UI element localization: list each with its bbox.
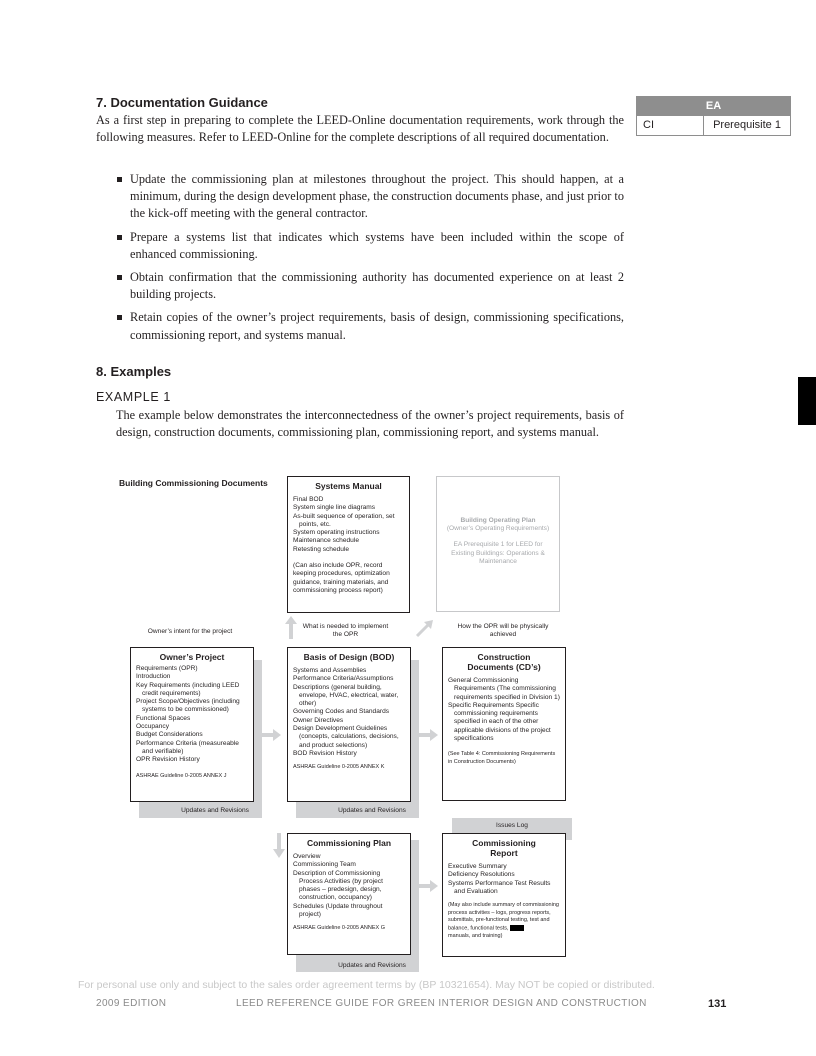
list-item: Project Scope/Objectives (including systems to be commissioned) — [136, 698, 240, 714]
list-item: Prepare a systems list that indicates which systems have been included within the scope of enhanced commissioning. — [116, 229, 624, 263]
arrow-up-icon — [283, 614, 299, 640]
commissioning-report-note — [448, 902, 560, 940]
list-item: Maintenance schedule — [293, 537, 359, 545]
list-item: Retain copies of the owner’s project requirements, basis of design, commissioning specifications, commissioning report, and systems manual. — [116, 309, 624, 343]
basis-of-design-title: Basis of Design (BOD) — [303, 652, 395, 662]
list-item: Performance Criteria/Assumptions — [293, 675, 394, 683]
basis-of-design-ref: ASHRAE Guideline 0-2005 ANNEX K — [293, 764, 385, 771]
example-label: EXAMPLE 1 — [96, 390, 171, 404]
list-item: Occupancy — [136, 723, 169, 731]
commissioning-report-title: Commissioning Report — [472, 838, 536, 858]
redaction-mark — [510, 925, 524, 931]
list-item: Introduction — [136, 673, 171, 681]
construction-documents-box — [442, 647, 566, 801]
watermark-text: For personal use only and subject to the sales order agreement terms by (BP 10321654). May NOT be copied or distributed. — [78, 979, 655, 991]
section-8-heading: 8. Examples — [96, 364, 172, 379]
list-item: General Commissioning Requirements (The commissioning requirements specified in Division 1) — [448, 677, 560, 701]
building-operating-plan-note: EA Prerequisite 1 for LEED for Existing Buildings: Operations & Maintenance — [451, 541, 545, 565]
systems-manual-title: Systems Manual — [315, 481, 382, 491]
list-item: System single line diagrams — [293, 504, 376, 512]
list-item: Descriptions (general building, envelope, HVAC, electrical, water, other) — [293, 683, 399, 708]
list-item: Executive Summary — [448, 863, 507, 870]
list-item: Retesting schedule — [293, 545, 350, 553]
commissioning-plan-box — [287, 833, 411, 955]
diagram-title: Building Commissioning Documents — [119, 478, 268, 488]
page-number: 131 — [708, 998, 727, 1010]
example-text: The example below demonstrates the interconnectedness of the owner’s project requirements, basis of design, construction documents, commissioning plan, commissioning report, and systems manual. — [116, 408, 624, 440]
arrow-diagonal-icon — [414, 618, 436, 638]
owners-project-box — [130, 647, 254, 802]
list-item: Obtain confirmation that the commissioning authority has documented experience on at least 2 building projects. — [116, 269, 624, 303]
owners-project-subtitle: Requirements (OPR) — [136, 665, 198, 672]
caption-how-achieved: How the OPR will be physically achieved — [457, 623, 549, 638]
list-item: Key Requirements (including LEED credit requirements) — [136, 681, 240, 697]
basis-of-design-box — [287, 647, 411, 802]
arrow-right-icon — [417, 879, 439, 893]
list-item: OPR Revision History — [136, 756, 200, 764]
commissioning-plan-title: Commissioning Plan — [306, 838, 392, 848]
list-item: Deficiency Resolutions — [448, 871, 515, 879]
section-7-heading: 7. Documentation Guidance — [96, 95, 268, 110]
owners-project-ref: ASHRAE Guideline 0-2005 ANNEX J — [136, 772, 227, 779]
note-text: (May also include summary of commissioning process activities – logs, progress reports, submittals, pre-functional testing, test and balance, functional tests, — [448, 902, 559, 932]
credit-name: Prerequisite 1 — [713, 119, 781, 131]
issues-log-label: Issues Log — [496, 822, 528, 829]
owners-project-title: Owner’s Project — [159, 652, 225, 662]
footer-guide-title: LEED REFERENCE GUIDE FOR GREEN INTERIOR DESIGN AND CONSTRUCTION — [236, 998, 647, 1009]
list-item: Commissioning Team — [293, 861, 356, 869]
credit-category: EA — [636, 96, 791, 116]
list-item: Schedules (Update throughout project) — [293, 902, 383, 919]
list-item: Owner Directives — [293, 716, 344, 724]
section-7-intro: As a first step in preparing to complete the LEED-Online documentation requirements, work through the following measures. Refer to LEED-Online for the complete descriptions of all required documentation. — [96, 113, 624, 145]
list-item: As-built sequence of operation, set points, etc. — [293, 512, 395, 528]
arrow-right-icon — [417, 728, 439, 742]
construction-documents-note: (See Table 4: Commissioning Requirements in Construction Documents) — [448, 751, 556, 765]
footer-edition: 2009 EDITION — [96, 998, 167, 1009]
rating-system: CI — [637, 116, 704, 135]
list-item: Budget Considerations — [136, 731, 203, 739]
list-item: Performance Criteria (measureable and verifiable) — [136, 739, 239, 755]
list-item: Systems and Assemblies — [293, 667, 367, 674]
building-operating-plan-title: Building Operating Plan — [460, 517, 536, 524]
commissioning-plan-ref: ASHRAE Guideline 0-2005 ANNEX G — [293, 925, 386, 932]
list-item: Overview — [293, 853, 321, 860]
note-text-end: manuals, and training) — [448, 932, 503, 939]
building-operating-plan-box — [436, 476, 560, 612]
systems-manual-note: (Can also include OPR, record keeping procedures, optimization guidance, training materials, and commissioning process report) — [293, 562, 390, 594]
list-item: Final BOD — [293, 496, 324, 503]
list-item: Specific Requirements Specific commissioning requirements specified in each of the other applicable divisions of the project specifications — [448, 701, 551, 743]
updates-revisions-label: Updates and Revisions — [181, 807, 249, 814]
updates-revisions-label: Updates and Revisions — [338, 807, 406, 814]
commissioning-report-box — [442, 833, 566, 957]
list-item: BOD Revision History — [293, 749, 357, 757]
arrow-right-icon — [260, 728, 282, 742]
list-item: Description of Commissioning Process Activities (by project phases – predesign, design, construction, occupancy) — [293, 869, 383, 902]
arrow-down-icon — [271, 832, 287, 860]
list-item: Functional Spaces — [136, 714, 191, 722]
list-item: System operating instructions — [293, 529, 380, 537]
list-item: Governing Codes and Standards — [293, 708, 390, 716]
construction-documents-title: Construction Documents (CD’s) — [467, 652, 541, 672]
systems-manual-box — [287, 476, 410, 613]
list-item: Update the commissioning plan at milestones throughout the project. This should happen, at a minimum, during the design development phase, the construction documents phase, and just prior to the kick-off meeting with the general contractor. — [116, 171, 624, 223]
building-operating-plan-subtitle: (Owner’s Operating Requirements) — [446, 525, 550, 533]
list-item: Systems Performance Test Results and Evaluation — [448, 879, 551, 895]
updates-revisions-label: Updates and Revisions — [338, 962, 406, 969]
list-item: Design Development Guidelines (concepts, calculations, decisions, and product selections) — [293, 725, 399, 749]
caption-what-needed: What is needed to implement the OPR — [302, 623, 389, 638]
caption-owners-intent: Owner’s intent for the project — [147, 628, 233, 635]
